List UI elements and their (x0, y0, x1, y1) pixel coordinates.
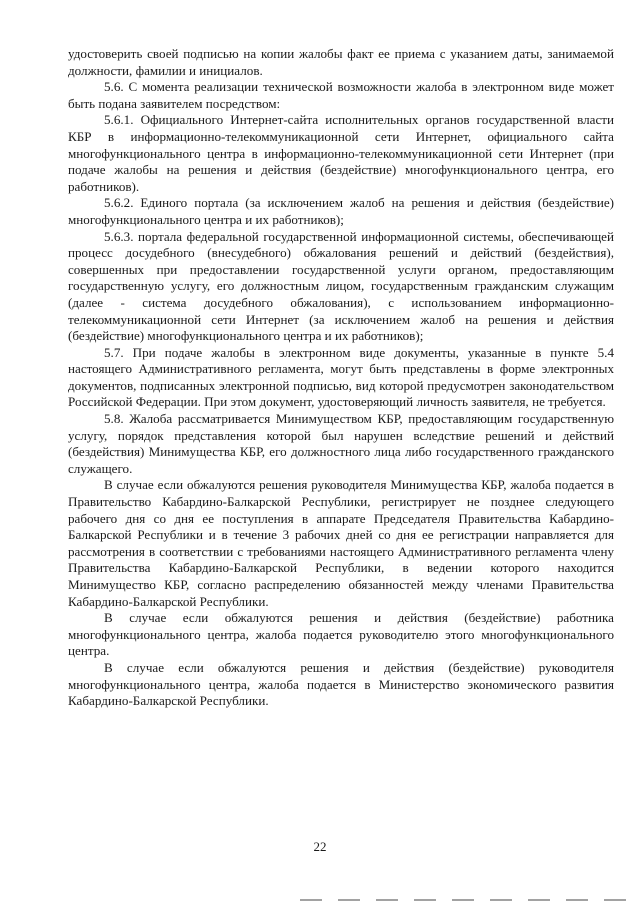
paragraph: 5.6.2. Единого портала (за исключением жалоб на решения и действия (бездействие) многофункционального центра и их работников); (68, 195, 614, 227)
paragraph: В случае если обжалуются решения руководителя Минимущества КБР, жалоба подается в Правительство Кабардино-Балкарской Республики, регистрирует не позднее следующего рабочего дня со дня ее поступления в аппарате Председателя Правительства Кабардино-Балкарской Республики и в течение 3 рабочих дней со дня ее регистрации направляется для рассмотрения в соответствии с требованиями настоящего Административного регламента члену Правительства Кабардино-Балкарской Республики, в ведении которого находится Минимущество КБР, согласно распределению обязанностей между членами Правительства Кабардино-Балкарской Республики. (68, 477, 614, 609)
paragraph: В случае если обжалуются решения и действия (бездействие) руководителя многофункционального центра, жалоба подается в Министерство экономического развития Кабардино-Балкарской Республики. (68, 659, 614, 709)
paragraph: В случае если обжалуются решения и действия (бездействие) работника многофункционального центра, жалоба подается руководителю этого многофункционального центра. (68, 610, 614, 659)
paragraph: 5.6. С момента реализации технической возможности жалоба в электронном виде может быть подана заявителем посредством: (68, 79, 614, 111)
page-number: 22 (313, 839, 327, 854)
paragraph: 5.6.3. портала федеральной государственной информационной системы, обеспечивающей процесс досудебного (внесудебного) обжалования решений и действий (бездействия), совершенных при предоставлении государственной услуги органом, предоставляющим государственную услугу, его должностным лицом, государственным гражданским служащим (далее - система досудебного обжалования), с использованием информационно-телекоммуникационной сети Интернет (за исключением жалоб на решения и действия (бездействие) многофункционального центра и их работников); (68, 228, 614, 344)
paragraph: 5.7. При подаче жалобы в электронном виде документы, указанные в пункте 5.4 настоящего Административного регламента, могут быть представлены в форме электронных документов, подписанных электронной подписью, вид которой предусмотрен законодательством Российской Федерации. При этом документ, удостоверяющий личность заявителя, не требуется. (68, 344, 614, 410)
paragraph: 5.8. Жалоба рассматривается Минимуществом КБР, предоставляющим государственную услугу, порядок представления которой был нарушен вследствие решений и действий (бездействия) Минимущества КБР, его должностного лица либо государственного гражданского служащего. (68, 411, 614, 476)
paragraph: удостоверить своей подписью на копии жалобы факт ее приема с указанием даты, занимаемой должности, фамилии и инициалов. (68, 46, 614, 78)
scan-edge-mark (300, 899, 630, 901)
paragraph: 5.6.1. Официального Интернет-сайта исполнительных органов государственной власти КБР в информационно-телекоммуникационной сети Интернет, официального сайта многофункционального центра в информационно-телекоммуникационной сети Интернет (при подаче жалобы на решения и действия (бездействие) многофункционального центра, его работников). (68, 112, 614, 194)
document-body (68, 46, 614, 710)
